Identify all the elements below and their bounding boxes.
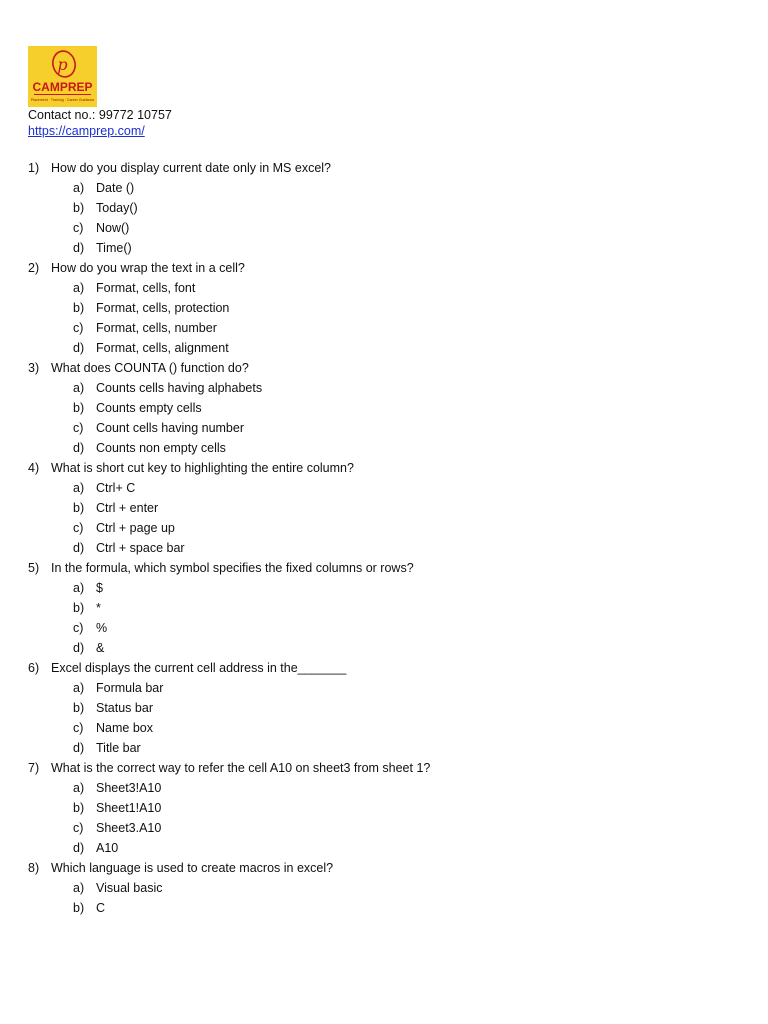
- option-item: [28, 218, 728, 238]
- option-text: Now(): [96, 221, 130, 235]
- option-letter: b): [73, 301, 85, 315]
- question-text: In the formula, which symbol specifies the fixed columns or rows?: [51, 561, 414, 575]
- question-number: 2): [28, 261, 40, 275]
- logo-tagline: Placement · Training · Career Guidance: [30, 98, 95, 102]
- svg-text:p: p: [57, 55, 68, 74]
- option-text: Ctrl + space bar: [96, 541, 185, 555]
- camprep-logo-icon: [28, 46, 97, 107]
- option-letter: a): [73, 681, 85, 695]
- option-text: Format, cells, number: [96, 321, 217, 335]
- option-item: [28, 838, 728, 858]
- option-text: Visual basic: [96, 881, 163, 895]
- option-text: Ctrl + enter: [96, 501, 159, 515]
- option-text: Counts non empty cells: [96, 441, 226, 455]
- option-item: [28, 898, 728, 918]
- option-letter: c): [73, 521, 84, 535]
- question-3: [28, 358, 728, 378]
- option-letter: d): [73, 641, 85, 655]
- option-item: [28, 398, 728, 418]
- question-text: How do you wrap the text in a cell?: [51, 261, 245, 275]
- option-item: [28, 718, 728, 738]
- option-text: Status bar: [96, 701, 153, 715]
- option-item: [28, 818, 728, 838]
- option-letter: b): [73, 601, 85, 615]
- option-text: Counts cells having alphabets: [96, 381, 263, 395]
- option-item: [28, 478, 728, 498]
- option-letter: c): [73, 321, 84, 335]
- option-letter: b): [73, 401, 85, 415]
- option-text: Name box: [96, 721, 153, 735]
- question-number: 4): [28, 461, 40, 475]
- option-text: Date (): [96, 181, 135, 195]
- website-link[interactable]: https://camprep.com/: [28, 124, 145, 138]
- option-text: Ctrl+ C: [96, 481, 136, 495]
- option-item: [28, 238, 728, 258]
- option-letter: d): [73, 741, 85, 755]
- option-text: Today(): [96, 201, 138, 215]
- option-item: [28, 198, 728, 218]
- option-item: [28, 638, 728, 658]
- option-item: [28, 738, 728, 758]
- question-8: [28, 858, 728, 878]
- option-letter: a): [73, 281, 85, 295]
- option-item: [28, 178, 728, 198]
- contact-phone: Contact no.: 99772 10757: [28, 108, 172, 122]
- option-letter: c): [73, 821, 84, 835]
- option-letter: d): [73, 541, 85, 555]
- option-text: Counts empty cells: [96, 401, 202, 415]
- option-item: [28, 378, 728, 398]
- option-text: Ctrl + page up: [96, 521, 175, 535]
- question-number: 5): [28, 561, 40, 575]
- option-text: Format, cells, font: [96, 281, 196, 295]
- option-text: &: [96, 641, 105, 655]
- option-letter: b): [73, 201, 85, 215]
- question-1: [28, 158, 728, 178]
- option-letter: d): [73, 241, 85, 255]
- option-letter: d): [73, 841, 85, 855]
- question-4: [28, 458, 728, 478]
- option-text: C: [96, 901, 106, 915]
- question-6: [28, 658, 728, 678]
- question-text: What is the correct way to refer the cell A10 on sheet3 from sheet 1?: [51, 761, 431, 775]
- option-item: [28, 678, 728, 698]
- option-text: Sheet3.A10: [96, 821, 162, 835]
- option-text: Count cells having number: [96, 421, 244, 435]
- option-letter: a): [73, 181, 85, 195]
- option-letter: c): [73, 421, 84, 435]
- option-text: $: [96, 581, 103, 595]
- question-5: [28, 558, 728, 578]
- question-text: How do you display current date only in MS excel?: [51, 161, 332, 175]
- option-letter: a): [73, 481, 85, 495]
- option-letter: c): [73, 621, 84, 635]
- option-text: Time(): [96, 241, 132, 255]
- option-letter: d): [73, 441, 85, 455]
- question-text: Which language is used to create macros in excel?: [51, 861, 334, 875]
- option-text: Title bar: [96, 741, 141, 755]
- option-item: [28, 878, 728, 898]
- option-text: A10: [96, 841, 119, 855]
- option-item: [28, 618, 728, 638]
- option-text: *: [96, 601, 101, 615]
- question-number: 3): [28, 361, 40, 375]
- question-number: 1): [28, 161, 40, 175]
- option-letter: b): [73, 801, 85, 815]
- option-item: [28, 418, 728, 438]
- option-item: [28, 298, 728, 318]
- option-item: [28, 778, 728, 798]
- option-letter: a): [73, 381, 85, 395]
- option-item: [28, 538, 728, 558]
- option-text: Sheet1!A10: [96, 801, 162, 815]
- option-letter: b): [73, 901, 85, 915]
- option-letter: a): [73, 781, 85, 795]
- option-text: Format, cells, protection: [96, 301, 230, 315]
- option-item: [28, 578, 728, 598]
- option-item: [28, 698, 728, 718]
- option-item: [28, 498, 728, 518]
- question-number: 7): [28, 761, 40, 775]
- option-letter: c): [73, 721, 84, 735]
- question-number: 8): [28, 861, 40, 875]
- option-text: Formula bar: [96, 681, 164, 695]
- option-item: [28, 438, 728, 458]
- option-item: [28, 278, 728, 298]
- option-text: Sheet3!A10: [96, 781, 162, 795]
- option-letter: a): [73, 881, 85, 895]
- option-item: [28, 518, 728, 538]
- question-list: [28, 158, 728, 918]
- option-letter: a): [73, 581, 85, 595]
- camprep-logo: [28, 46, 97, 107]
- option-letter: d): [73, 341, 85, 355]
- question-7: [28, 758, 728, 778]
- option-letter: c): [73, 221, 84, 235]
- option-item: [28, 338, 728, 358]
- question-number: 6): [28, 661, 40, 675]
- option-text: %: [96, 621, 108, 635]
- question-text: What does COUNTA () function do?: [51, 361, 249, 375]
- logo-brand-text: CAMPREP: [32, 80, 93, 94]
- option-letter: b): [73, 501, 85, 515]
- option-item: [28, 318, 728, 338]
- question-text: Excel displays the current cell address in the_______: [51, 661, 347, 675]
- option-item: [28, 598, 728, 618]
- question-text: What is short cut key to highlighting the entire column?: [51, 461, 354, 475]
- option-text: Format, cells, alignment: [96, 341, 229, 355]
- option-letter: b): [73, 701, 85, 715]
- question-2: [28, 258, 728, 278]
- option-item: [28, 798, 728, 818]
- contact-block: [28, 107, 172, 139]
